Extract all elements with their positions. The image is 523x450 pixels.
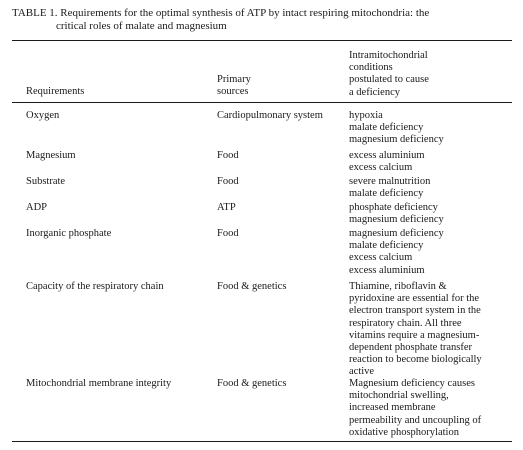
- row-conditions: [349, 150, 517, 174]
- bottom-rule: [12, 441, 512, 442]
- header-requirements: Requirements: [26, 86, 85, 97]
- condition-line: magnesium deficiency: [349, 228, 444, 239]
- condition-line: vitamins require a magnesium-: [349, 329, 480, 341]
- condition-line: oxidative phosphorylation: [349, 426, 459, 438]
- header-rule: [12, 102, 512, 103]
- row-requirement: Substrate: [26, 176, 66, 187]
- header-conditions-line: Intramitochondrial: [349, 50, 428, 61]
- row-conditions: [349, 281, 517, 379]
- condition-line: magnesium deficiency: [349, 134, 444, 146]
- row-source: Food: [217, 228, 239, 239]
- top-rule: [12, 40, 512, 41]
- condition-line: phosphate deficiency: [349, 202, 438, 213]
- row-source: Food: [217, 176, 239, 187]
- condition-line: malate deficiency: [349, 240, 424, 252]
- condition-line: pyridoxine are essential for the: [349, 293, 480, 305]
- row-requirement: Oxygen: [26, 110, 60, 121]
- condition-line: active: [349, 366, 375, 378]
- row-conditions: [349, 110, 517, 147]
- condition-line: permeability and uncoupling of: [349, 414, 482, 426]
- condition-line: excess calcium: [349, 252, 413, 264]
- row-requirement: ADP: [26, 202, 48, 213]
- condition-line: excess aluminium: [349, 264, 425, 276]
- condition-line: excess calcium: [349, 162, 413, 174]
- condition-line: malate deficiency: [349, 188, 424, 200]
- condition-line: magnesium deficiency: [349, 214, 444, 226]
- row-source: Food & genetics: [217, 281, 287, 292]
- row-source: Food: [217, 150, 239, 161]
- condition-line: hypoxia: [349, 110, 383, 121]
- row-conditions: [349, 378, 517, 439]
- caption-line-1: TABLE 1. Requirements for the optimal synthesis of ATP by intact respiring mitochondria: the: [12, 7, 430, 19]
- header-conditions: [349, 50, 517, 99]
- condition-line: dependent phosphate transfer: [349, 342, 473, 354]
- header-sources: [217, 74, 347, 98]
- header-conditions-line: a deficiency: [349, 86, 401, 98]
- row-conditions: [349, 202, 517, 226]
- condition-line: electron transport system in the: [349, 305, 481, 317]
- row-conditions: [349, 176, 517, 200]
- header-conditions-line: postulated to cause: [349, 74, 429, 86]
- condition-line: Magnesium deficiency causes: [349, 378, 475, 389]
- header-conditions-line: conditions: [349, 62, 393, 74]
- condition-line: severe malnutrition: [349, 176, 431, 187]
- row-requirement: Magnesium: [26, 150, 76, 161]
- condition-line: Thiamine, riboflavin &: [349, 281, 447, 292]
- row-source: Food & genetics: [217, 378, 287, 389]
- row-source: Cardiopulmonary system: [217, 110, 323, 121]
- caption-line-2: critical roles of malate and magnesium: [56, 20, 227, 32]
- condition-line: malate deficiency: [349, 122, 424, 134]
- row-requirement: Capacity of the respiratory chain: [26, 281, 164, 292]
- header-sources-line: Primary: [217, 74, 251, 85]
- row-requirement: Inorganic phosphate: [26, 228, 112, 239]
- condition-line: mitochondrial swelling,: [349, 390, 449, 402]
- row-conditions: [349, 228, 517, 277]
- row-source: ATP: [217, 202, 236, 213]
- condition-line: excess aluminium: [349, 150, 425, 161]
- row-requirement: Mitochondrial membrane integrity: [26, 378, 172, 389]
- condition-line: reaction to become biologically: [349, 354, 482, 366]
- condition-line: increased membrane: [349, 402, 436, 414]
- header-sources-line: sources: [217, 86, 249, 98]
- table-caption: [12, 7, 512, 33]
- condition-line: respiratory chain. All three: [349, 317, 462, 329]
